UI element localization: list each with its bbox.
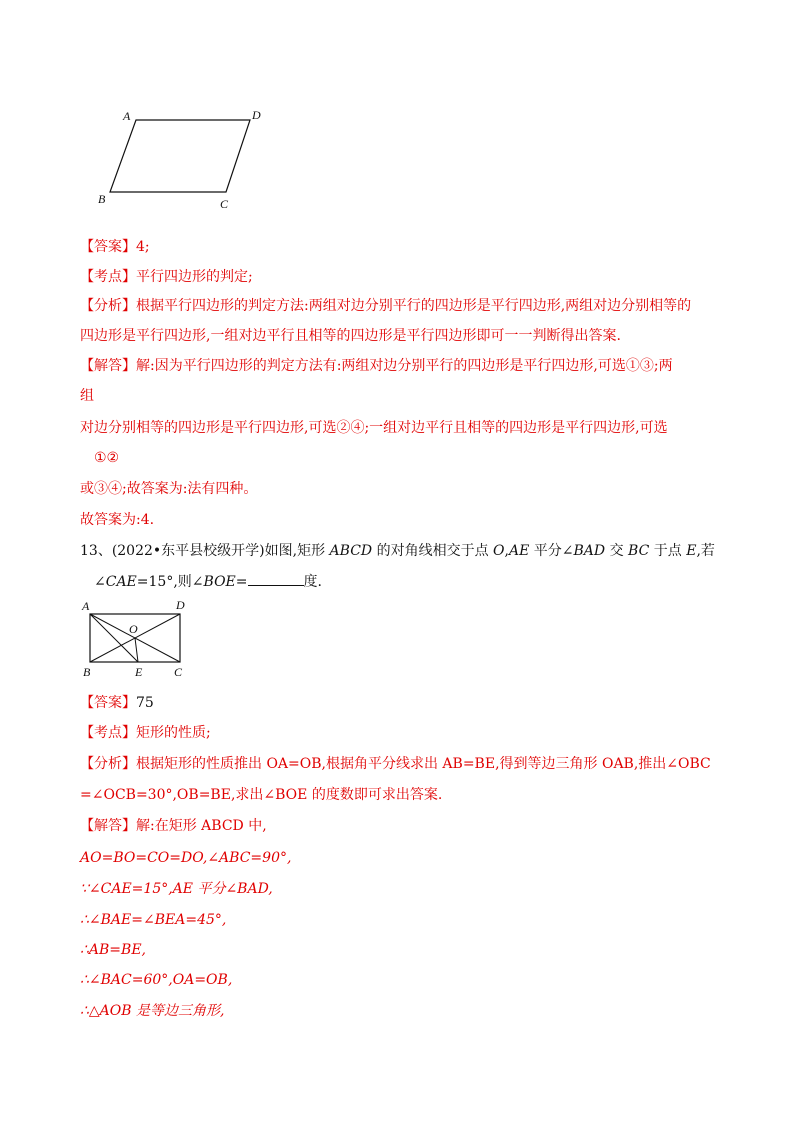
- q13-kaodian-line: [80, 723, 211, 743]
- q13-fenxi-line-2: =∠OCB=30°,OB=BE,求出∠BOE 的度数即可求出答案.: [80, 787, 443, 803]
- q13-step-4: ∴AB=BE,: [80, 942, 146, 958]
- label-C: C: [220, 197, 229, 211]
- rect-label-A: A: [82, 599, 90, 613]
- q12-answer-line: [80, 237, 150, 257]
- stem-boe: BOE: [203, 574, 236, 590]
- q12-fenxi-line-2: 四边形是平行四边形,一组对边平行且相等的四边形是平行四边形即可一一判断得出答案.: [80, 328, 621, 344]
- q13-stem-line-1: [80, 541, 715, 561]
- kaodian-text: 平行四边形的判定;: [136, 269, 253, 285]
- q12-fenxi-line-1: [80, 296, 691, 316]
- rect-label-B: B: [83, 665, 91, 679]
- answer-value: 75: [136, 695, 154, 711]
- answer-tag: 【答案】: [80, 695, 136, 711]
- stem-text: ,: [504, 543, 509, 559]
- q12-jieda-line-4: ①②: [94, 450, 120, 466]
- stem-text: 交: [605, 543, 629, 559]
- q13-jieda-line: [80, 816, 267, 836]
- q13-stem-line-2: [94, 571, 322, 592]
- q13-step-1: AO=BO=CO=DO,∠ABC=90°,: [80, 850, 292, 866]
- rect-label-O: O: [129, 622, 138, 636]
- stem-bc: BC: [628, 543, 650, 559]
- q12-jieda-line-2: 组: [80, 388, 94, 404]
- q12-jieda-line-3: 对边分别相等的四边形是平行四边形,可选②④;一组对边平行且相等的四边形是平行四边形,可选: [80, 420, 668, 436]
- q13-answer-line: [80, 693, 154, 713]
- jieda-head: 解:在矩形 ABCD 中,: [136, 818, 267, 834]
- answer-value: 4;: [136, 239, 150, 255]
- label-A: A: [123, 109, 131, 123]
- label-B: B: [98, 192, 106, 206]
- stem-text: 13、(2022•东平县校级开学)如图,矩形: [80, 543, 330, 559]
- stem-text: ,若: [696, 543, 715, 559]
- stem-text: 于点: [649, 543, 687, 559]
- kaodian-tag: 【考点】: [80, 269, 136, 285]
- stem-e: E: [686, 543, 697, 559]
- q12-kaodian-line: [80, 267, 253, 287]
- stem-bad: BAD: [573, 543, 606, 559]
- stem-o: O: [493, 543, 505, 559]
- stem-text: 的对角线相交于点: [372, 543, 494, 559]
- q13-fenxi-line-1: [80, 754, 711, 774]
- kaodian-tag: 【考点】: [80, 725, 136, 741]
- rectangle-figure: [81, 598, 185, 679]
- jieda-tag: 【解答】: [80, 358, 136, 374]
- q12-jieda-line-1: [80, 356, 673, 376]
- fenxi-tag: 【分析】: [80, 756, 136, 772]
- answer-blank: [248, 571, 304, 586]
- answer-tag: 【答案】: [80, 239, 136, 255]
- rect-label-C: C: [174, 665, 183, 679]
- kaodian-text: 矩形的性质;: [136, 725, 211, 741]
- stem-ae: AE: [508, 543, 530, 559]
- jieda-text-1: 解:因为平行四边形的判定方法有:两组对边分别平行的四边形是平行四边形,可选①③;两: [136, 358, 673, 374]
- stem-text: =: [235, 574, 248, 590]
- stem-text: =15°,则∠: [136, 574, 204, 590]
- stem-text: ∠: [94, 574, 106, 590]
- stem-text: 平分∠: [529, 543, 574, 559]
- segment-OE: [135, 638, 138, 662]
- jieda-tag: 【解答】: [80, 818, 136, 834]
- fenxi-text-1: 根据矩形的性质推出 OA=OB,根据角平分线求出 AB=BE,得到等边三角形 OAB,推出∠OBC: [136, 756, 711, 772]
- fenxi-tag: 【分析】: [80, 298, 136, 314]
- stem-abcd: ABCD: [329, 543, 373, 559]
- q13-step-3: ∴∠BAE=∠BEA=45°,: [80, 912, 227, 928]
- q13-step-2: ∵∠CAE=15°,AE 平分∠BAD,: [80, 881, 273, 897]
- label-D: D: [252, 108, 261, 122]
- q12-jieda-line-5: 或③④;故答案为:法有四种。: [80, 481, 258, 497]
- stem-text: 度.: [303, 574, 322, 590]
- q12-final-line: 故答案为:4.: [80, 512, 155, 528]
- stem-cae: CAE: [105, 574, 137, 590]
- fenxi-text-1: 根据平行四边形的判定方法:两组对边分别平行的四边形是平行四边形,两组对边分别相等的: [136, 298, 692, 314]
- q13-step-6: ∴△AOB 是等边三角形,: [80, 1003, 225, 1019]
- q13-step-5: ∴∠BAC=60°,OA=OB,: [80, 972, 233, 988]
- rect-label-E: E: [135, 665, 143, 679]
- rect-label-D: D: [176, 598, 185, 612]
- parallelogram-shape: [110, 120, 250, 192]
